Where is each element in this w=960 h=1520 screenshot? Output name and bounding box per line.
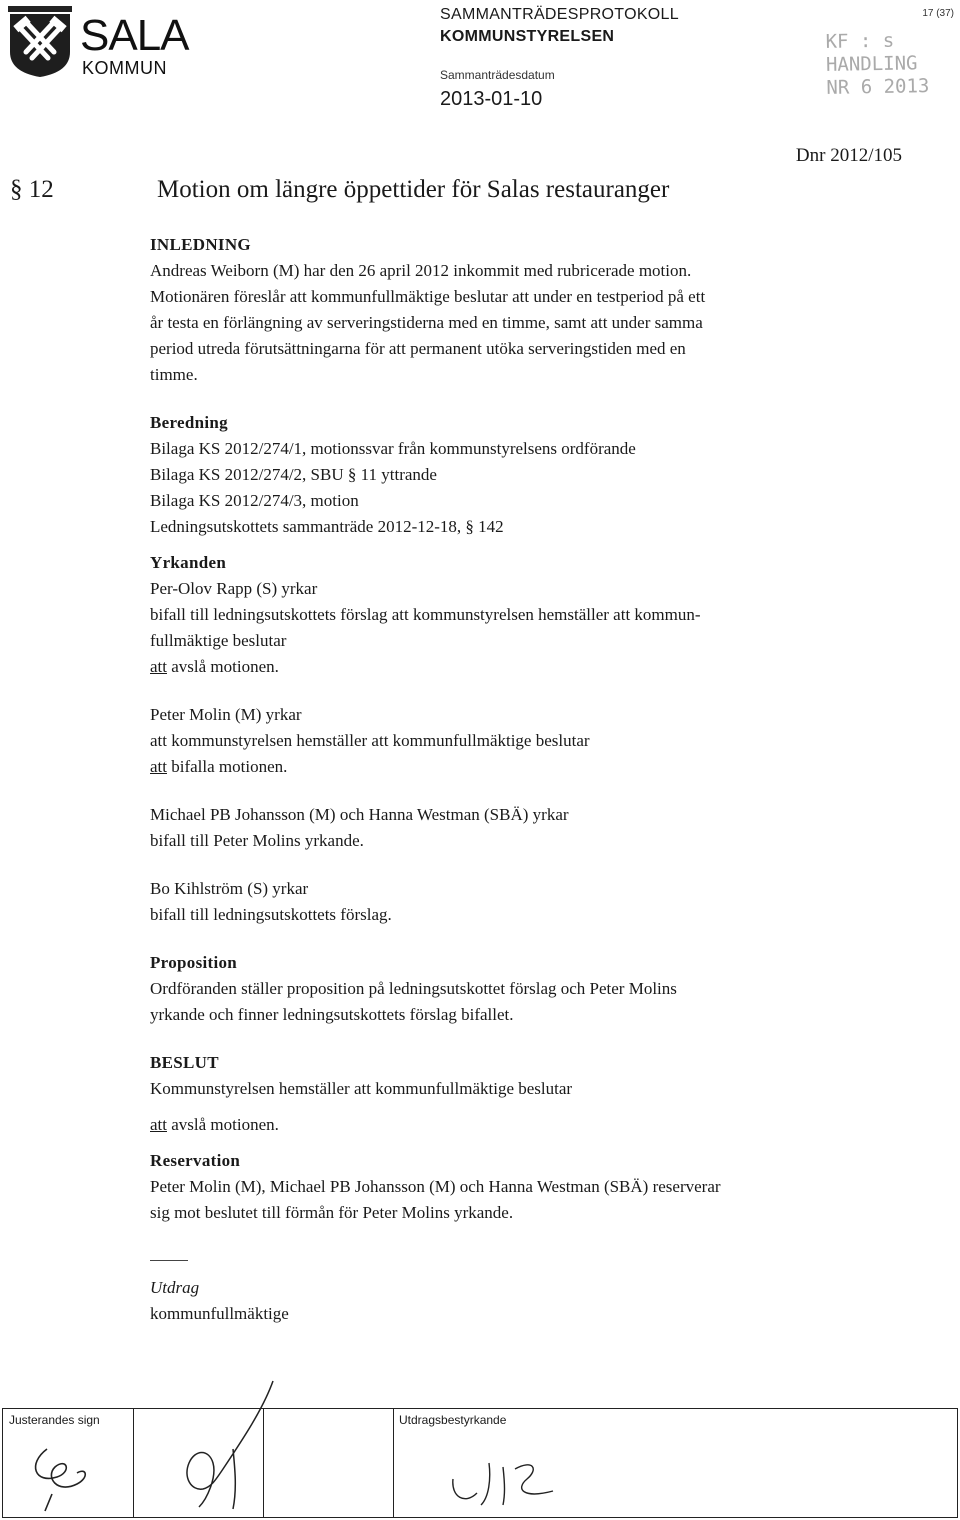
utdrag-label-footer: Utdragsbestyrkande bbox=[399, 1413, 507, 1427]
divider bbox=[150, 1260, 188, 1261]
att-word: att bbox=[150, 1115, 167, 1134]
attachment-line: Ledningsutskottets sammanträde 2012-12-18, § 142 bbox=[150, 517, 504, 536]
body-line: fullmäktige beslutar bbox=[150, 631, 287, 650]
attachment-line: Bilaga KS 2012/274/1, motionssvar från kommunstyrelsens ordförande bbox=[150, 439, 636, 458]
body-line: yrkande och finner ledningsutskottets förslag bifallet. bbox=[150, 1005, 514, 1024]
utdrag-label: Utdrag bbox=[150, 1278, 200, 1297]
stamp-line: KF : s bbox=[825, 29, 895, 53]
body-line: Andreas Weiborn (M) har den 26 april 2012 inkommit med rubricerade motion. bbox=[150, 261, 692, 280]
body-line: Peter Molin (M) yrkar bbox=[150, 705, 302, 724]
meeting-date-label: Sammanträdesdatum bbox=[440, 68, 555, 82]
reservation-heading: Reservation bbox=[150, 1151, 241, 1170]
signature-table bbox=[2, 1408, 958, 1518]
page-number: 17 (37) bbox=[922, 8, 954, 19]
stamp-line: NR 6 2013 bbox=[826, 74, 930, 99]
att-word: att bbox=[150, 757, 167, 776]
inledning-heading: INLEDNING bbox=[150, 235, 251, 254]
attachment-line: Bilaga KS 2012/274/3, motion bbox=[150, 491, 359, 510]
body-line: Michael PB Johansson (M) och Hanna Westman (SBÄ) yrkar bbox=[150, 805, 569, 824]
diary-number: Dnr 2012/105 bbox=[795, 145, 902, 166]
att-clause: avslå motionen. bbox=[167, 1115, 279, 1134]
body-line: Kommunstyrelsen hemställer att kommunfullmäktige beslutar bbox=[150, 1079, 573, 1098]
proposition-heading: Proposition bbox=[150, 953, 238, 972]
yrkanden-heading: Yrkanden bbox=[150, 553, 227, 572]
beslut-heading: BESLUT bbox=[150, 1053, 219, 1072]
body-line: Peter Molin (M), Michael PB Johansson (M) och Hanna Westman (SBÄ) reserverar bbox=[150, 1177, 721, 1196]
handling-stamp bbox=[825, 29, 929, 99]
body-line bbox=[150, 754, 910, 780]
body-line bbox=[150, 654, 910, 680]
body-line: bifall till ledningsutskottets förslag. bbox=[150, 905, 392, 924]
initials-signature-3 bbox=[443, 1449, 583, 1514]
initials-signature-1 bbox=[17, 1439, 127, 1514]
document-type: SAMMANTRÄDESPROTOKOLL bbox=[440, 6, 679, 23]
logo-wordmark: SALA bbox=[80, 11, 189, 60]
att-clause: avslå motionen. bbox=[167, 657, 279, 676]
body-line: timme. bbox=[150, 365, 198, 384]
municipality-crest-logo bbox=[8, 6, 72, 78]
att-word: att bbox=[150, 657, 167, 676]
body-line: bifall till ledningsutskottets förslag att kommunstyrelsen hemställer att kommun- bbox=[150, 605, 701, 624]
body-line: Bo Kihlström (S) yrkar bbox=[150, 879, 309, 898]
body-line: Motionären föreslår att kommunfullmäktige beslutar att under en testperiod på ett bbox=[150, 287, 706, 306]
body-line: att kommunstyrelsen hemställer att kommunfullmäktige beslutar bbox=[150, 731, 590, 750]
body-line: år testa en förlängning av serveringstiderna med en timme, samt att under samma bbox=[150, 313, 703, 332]
body-line: bifall till Peter Molins yrkande. bbox=[150, 831, 364, 850]
body-line: sig mot beslutet till förmån för Peter Molins yrkande. bbox=[150, 1203, 514, 1222]
att-clause: bifalla motionen. bbox=[167, 757, 288, 776]
section-number: § 12 bbox=[10, 176, 54, 203]
body-line: period utreda förutsättningarna för att permanent utöka serveringstiden med en bbox=[150, 339, 686, 358]
logo-subtitle: KOMMUN bbox=[82, 58, 167, 78]
meeting-date: 2013-01-10 bbox=[440, 88, 543, 110]
initials-signature-2 bbox=[153, 1379, 283, 1519]
protocol-body bbox=[150, 232, 910, 1327]
beredning-heading: Beredning bbox=[150, 413, 228, 432]
justerandes-label: Justerandes sign bbox=[9, 1413, 100, 1427]
stamp-line: HANDLING bbox=[825, 52, 918, 76]
body-line: Per-Olov Rapp (S) yrkar bbox=[150, 579, 318, 598]
committee-name: KOMMUNSTYRELSEN bbox=[440, 28, 615, 45]
body-line bbox=[150, 1112, 910, 1138]
section-title: Motion om längre öppettider för Salas restauranger bbox=[157, 176, 670, 203]
attachment-line: Bilaga KS 2012/274/2, SBU § 11 yttrande bbox=[150, 465, 437, 484]
body-line: Ordföranden ställer proposition på ledningsutskottet förslag och Peter Molins bbox=[150, 979, 677, 998]
utdrag-recipient: kommunfullmäktige bbox=[150, 1304, 289, 1323]
